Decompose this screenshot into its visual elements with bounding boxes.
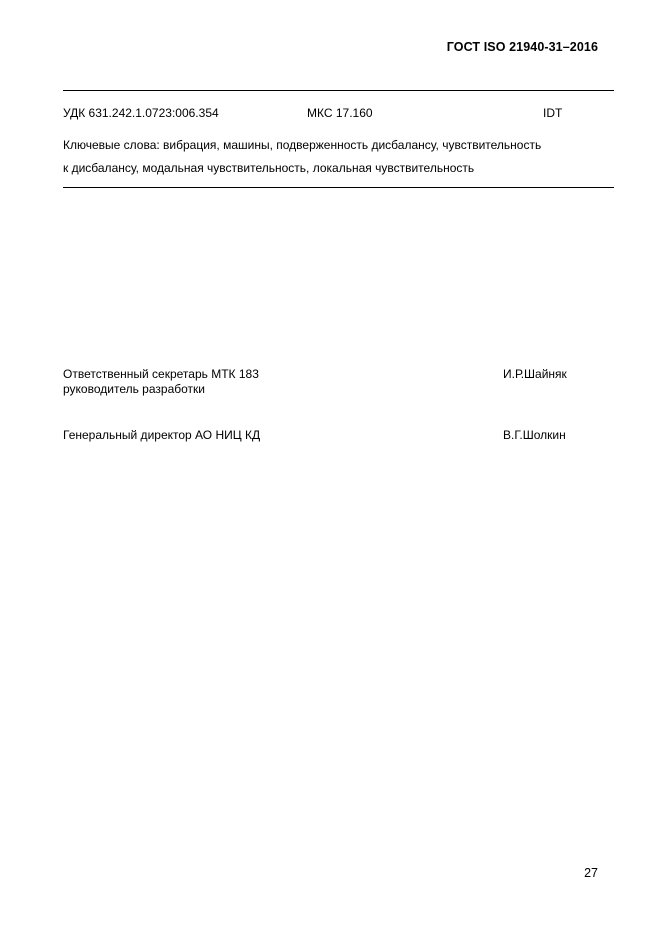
top-rule: [63, 90, 614, 91]
signature-role-line: руководитель разработки: [63, 382, 205, 396]
keywords-paragraph: [63, 134, 614, 180]
page-number: 27: [584, 866, 598, 880]
keywords-line-1: Ключевые слова: вибрация, машины, подверженность дисбалансу, чувствительность: [63, 138, 542, 152]
signature-name: В.Г.Шолкин: [503, 428, 566, 442]
standard-code-header: ГОСТ ISO 21940-31–2016: [446, 40, 598, 54]
keywords-line-2: к дисбалансу, модальная чувствительность, локальная чувствительность: [63, 161, 475, 175]
signature-role-line: Генеральный директор АО НИЦ КД: [63, 428, 261, 442]
idt-label: IDT: [543, 106, 563, 120]
bottom-rule: [63, 187, 614, 188]
udk-code: УДК 631.242.1.0723:006.354: [63, 106, 219, 120]
mks-code: МКС 17.160: [307, 106, 373, 120]
signature-role-line: Ответственный секретарь МТК 183: [63, 367, 259, 381]
signature-name: И.Р.Шайняк: [503, 367, 567, 381]
signature-block-secretary: [63, 367, 614, 397]
signature-block-director: [63, 428, 614, 443]
